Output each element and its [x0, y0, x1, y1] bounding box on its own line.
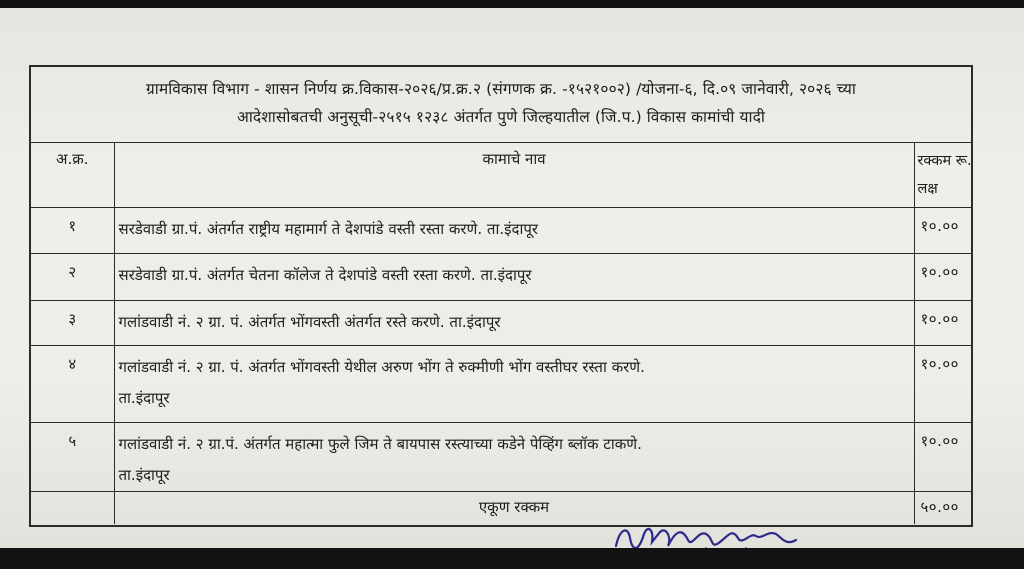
row-work-name	[114, 300, 914, 345]
table-header-row	[31, 143, 971, 207]
row-amount: १०.००	[914, 300, 971, 345]
work-name-line-1: गलांडवाडी नं. २ ग्रा. पं. अंतर्गत भोंगवस्ती येथील अरुण भोंग ते रुक्मीणी भोंग वस्तीघर रस्ता करणे.	[118, 357, 645, 376]
work-name-line-1: गलांडवाडी नं. २ ग्रा. पं. अंतर्गत भोंगवस्ती अंतर्गत रस्ते करणे. ता.इंदापूर	[118, 312, 501, 331]
title-line-2: आदेशासोबतची अनुसूची-२५१५ १२३८ अंतर्गत पुणे जिल्हयातील (जि.प.) विकास कामांची यादी	[236, 108, 765, 126]
title-line-1: ग्रामविकास विभाग - शासन निर्णय क्र.विकास-२०२६/प्र.क्र.२ (संगणक क्र. -१५२१००२) /योजना-६, दि.०९ जानेवारी, २०२६ च्या	[145, 80, 857, 98]
row-serial: २	[31, 253, 114, 300]
total-row	[31, 491, 971, 524]
table-row	[31, 422, 971, 491]
table-row	[31, 300, 971, 345]
table-row	[31, 345, 971, 422]
work-name-line-2: ता.इंदापूर	[118, 465, 170, 484]
row-work-name	[114, 253, 914, 300]
total-label: एकूण रक्कम	[114, 491, 914, 524]
header-amount-line-2: लक्ष	[917, 181, 938, 197]
total-serial-empty	[31, 491, 114, 524]
table-row	[31, 207, 971, 253]
signature-stroke-main	[616, 529, 796, 548]
row-serial: ३	[31, 300, 114, 345]
row-amount: १०.००	[914, 422, 971, 491]
row-amount: १०.००	[914, 253, 971, 300]
header-amount-line-1: रक्कम रू.	[917, 153, 972, 169]
work-name-line-1: गलांडवाडी नं. २ ग्रा.पं. अंतर्गत महात्मा फुले जिम ते बायपास रस्त्याच्या कडेने पेव्हिंग ब्लॉक टाकणे.	[118, 434, 642, 453]
work-name-line-1: सरडेवाडी ग्रा.पं. अंतर्गत राष्ट्रीय महामार्ग ते देशपांडे वस्ती रस्ता करणे. ता.इंदापूर	[118, 219, 539, 238]
bottom-frame-bar	[0, 548, 1024, 569]
header-amount	[914, 143, 971, 207]
total-amount: ५०.००	[914, 491, 971, 524]
top-frame-bar	[0, 0, 1024, 8]
works-list-sheet	[29, 65, 973, 527]
row-amount: १०.००	[914, 207, 971, 253]
document-page	[0, 8, 1024, 548]
row-work-name	[114, 345, 914, 422]
header-work-name: कामाचे नाव	[114, 143, 914, 207]
header-serial: अ.क्र.	[31, 143, 114, 207]
row-work-name	[114, 207, 914, 253]
row-amount: १०.००	[914, 345, 971, 422]
row-work-name	[114, 422, 914, 491]
works-table	[31, 143, 971, 524]
work-name-line-1: सरडेवाडी ग्रा.पं. अंतर्गत चेतना कॉलेज ते देशपांडे वस्ती रस्ता करणे. ता.इंदापूर	[118, 265, 532, 284]
document-title	[31, 67, 971, 143]
row-serial: १	[31, 207, 114, 253]
row-serial: ५	[31, 422, 114, 491]
work-name-line-2: ता.इंदापूर	[118, 388, 170, 407]
table-row	[31, 253, 971, 300]
row-serial: ४	[31, 345, 114, 422]
